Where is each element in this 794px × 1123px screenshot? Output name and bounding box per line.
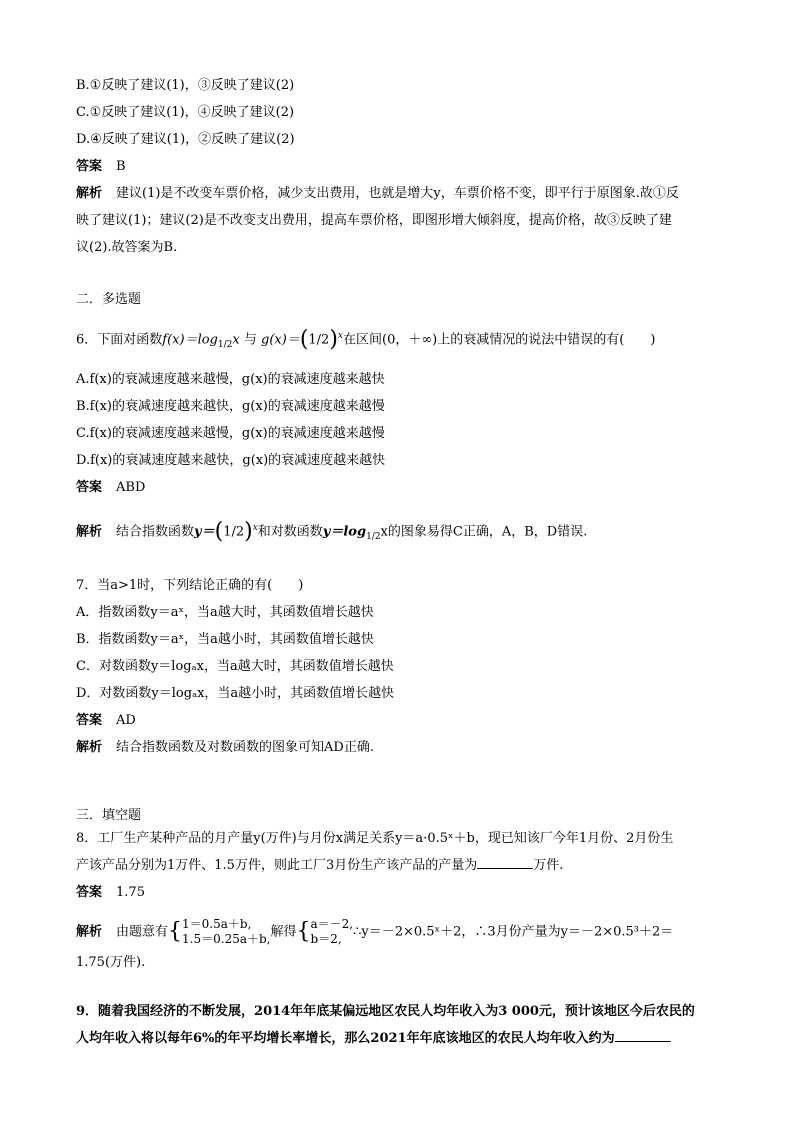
- q6-half: 1/2: [308, 332, 330, 348]
- q5-analysis-line-1: [76, 184, 724, 204]
- q6-stem-prefix: 6．下面对函数: [76, 332, 163, 348]
- q8-analysis: [76, 917, 724, 947]
- q8-stem-line-2: [76, 856, 724, 876]
- q9-answer-blank: [615, 1029, 671, 1042]
- q6-fx: f(x)＝log: [162, 332, 218, 348]
- q6-analysis-c: x的图象易得C正确，A，B，D错误.: [380, 524, 588, 540]
- q6-exponent: x: [337, 331, 343, 341]
- q5-option-b: B.①反映了建议(1)，③反映了建议(2): [76, 78, 295, 93]
- q8-answer: [76, 883, 724, 903]
- section-title-fill-blank: 三．填空题: [76, 808, 142, 823]
- q8-analysis-c: ∴y＝－2×0.5ˣ＋2，∴3月份产量为y＝－2×0.5³＋2＝: [353, 924, 674, 940]
- q8-analysis-line-2: 1.75(万件).: [76, 955, 146, 970]
- analysis-label: 解析: [76, 186, 103, 201]
- q6-option-b: B.f(x)的衰减速度越来越快，g(x)的衰减速度越来越慢: [76, 399, 385, 414]
- left-brace-icon: {: [168, 919, 183, 944]
- q7-option-d: D．对数函数y＝logₐx，当a越小时，其函数值增长越快: [76, 686, 395, 701]
- right-paren-icon: ): [244, 518, 253, 544]
- q8-sol1: a＝－2,: [310, 917, 354, 931]
- q6-y-log: y＝log: [322, 524, 367, 540]
- analysis-label: 解析: [76, 524, 103, 540]
- q6-half-2: 1/2: [223, 524, 245, 540]
- q7-analysis: [76, 738, 724, 758]
- answer-value: ABD: [116, 480, 146, 495]
- q6-option-a: A.f(x)的衰减速度越来越慢，g(x)的衰减速度越来越快: [76, 372, 385, 387]
- q8-sol2: b＝2,: [310, 932, 342, 946]
- q6-x: x: [232, 332, 240, 348]
- answer-value: B: [116, 159, 126, 174]
- q8-equation-system: [182, 917, 270, 947]
- q7-stem: 7．当a>1时，下列结论正确的有( ): [76, 578, 304, 593]
- q6-analysis-a: 结合指数函数: [116, 524, 195, 540]
- q8-analysis-a: 由题意有: [116, 924, 169, 940]
- answer-value: 1.75: [116, 885, 145, 900]
- left-paren-icon: (: [299, 326, 309, 352]
- q8-analysis-b: 解得: [270, 924, 297, 940]
- q6-analysis: [76, 518, 724, 547]
- analysis-text: 建议(1)是不改变车票价格，减少支出费用，也就是增大y，车票价格不变，即平行于原图象.故①反: [116, 186, 679, 201]
- analysis-label: 解析: [76, 924, 103, 940]
- answer-label: 答案: [76, 159, 103, 174]
- q6-answer: [76, 478, 724, 498]
- q5-option-d: D.④反映了建议(1)，②反映了建议(2): [76, 132, 295, 147]
- q8-eq2: 1.5＝0.25a＋b,: [182, 932, 271, 946]
- q6-option-c: C.f(x)的衰减速度越来越慢，g(x)的衰减速度越来越慢: [76, 426, 385, 441]
- q6-stem: [76, 326, 724, 355]
- q7-option-c: C．对数函数y＝logₐx，当a越大时，其函数值增长越快: [76, 659, 394, 674]
- q9-stem-line-2: [76, 1029, 724, 1049]
- q9-stem-line-1: 9．随着我国经济的不断发展，2014年年底某偏远地区农民人均年收入为3 000元，预计该地区今后农民的: [76, 1004, 695, 1019]
- left-brace-icon: {: [296, 919, 311, 944]
- q7-option-a: A．指数函数y＝aˣ，当a越大时，其函数值增长越快: [76, 605, 374, 620]
- answer-label: 答案: [76, 713, 103, 728]
- analysis-text: 结合指数函数及对数函数的图象可知AD正确.: [116, 740, 374, 755]
- q5-analysis-line-2: 映了建议(1)；建议(2)是不改变支出费用，提高车票价格，即图形增大倾斜度，提高价格，故③反映了建: [76, 213, 672, 228]
- right-paren-icon: ): [329, 326, 338, 352]
- q7-answer: [76, 711, 724, 731]
- q6-log-base-2: 1/2: [366, 531, 381, 542]
- q7-option-b: B．指数函数y＝aˣ，当a越小时，其函数值增长越快: [76, 632, 374, 647]
- q6-log-base: 1/2: [217, 339, 233, 350]
- answer-label: 答案: [76, 885, 103, 900]
- q8-stem-2b: 万件.: [533, 858, 564, 873]
- q6-exponent-2: x: [252, 523, 258, 533]
- q6-analysis-b: 和对数函数: [257, 524, 323, 540]
- q8-answer-blank: [477, 856, 533, 869]
- q6-option-d: D.f(x)的衰减速度越来越快，g(x)的衰减速度越来越快: [76, 453, 386, 468]
- q5-analysis-line-3: 议(2).故答案为B.: [76, 240, 178, 255]
- q8-stem-2a: 产该产品分别为1万件、1.5万件，则此工厂3月份生产该产品的产量为: [76, 858, 478, 873]
- q6-and: 与: [243, 332, 257, 348]
- q6-y-eq: y＝: [194, 524, 215, 540]
- section-title-multi-choice: 二．多选题: [76, 292, 142, 307]
- q5-answer: [76, 157, 724, 177]
- q8-eq1: 1＝0.5a＋b,: [182, 917, 252, 931]
- q6-stem-suffix: 在区间(0，＋∞)上的衰减情况的说法中错误的有( ): [343, 332, 656, 348]
- answer-label: 答案: [76, 480, 103, 495]
- q9-stem-2: 人均年收入将以每年6%的年平均增长率增长，那么2021年年底该地区的农民人均年收入约为: [76, 1031, 615, 1046]
- left-paren-icon: (: [214, 518, 224, 544]
- answer-value: AD: [116, 713, 136, 728]
- q5-option-c: C.①反映了建议(1)，④反映了建议(2): [76, 105, 295, 120]
- q6-gx: g(x)＝: [261, 332, 300, 348]
- q8-stem-line-1: 8．工厂生产某种产品的月产量y(万件)与月份x满足关系y＝a·0.5ˣ＋b，现已知该厂今年1月份、2月份生: [76, 831, 674, 846]
- q8-solution-system: [311, 917, 354, 947]
- analysis-label: 解析: [76, 740, 103, 755]
